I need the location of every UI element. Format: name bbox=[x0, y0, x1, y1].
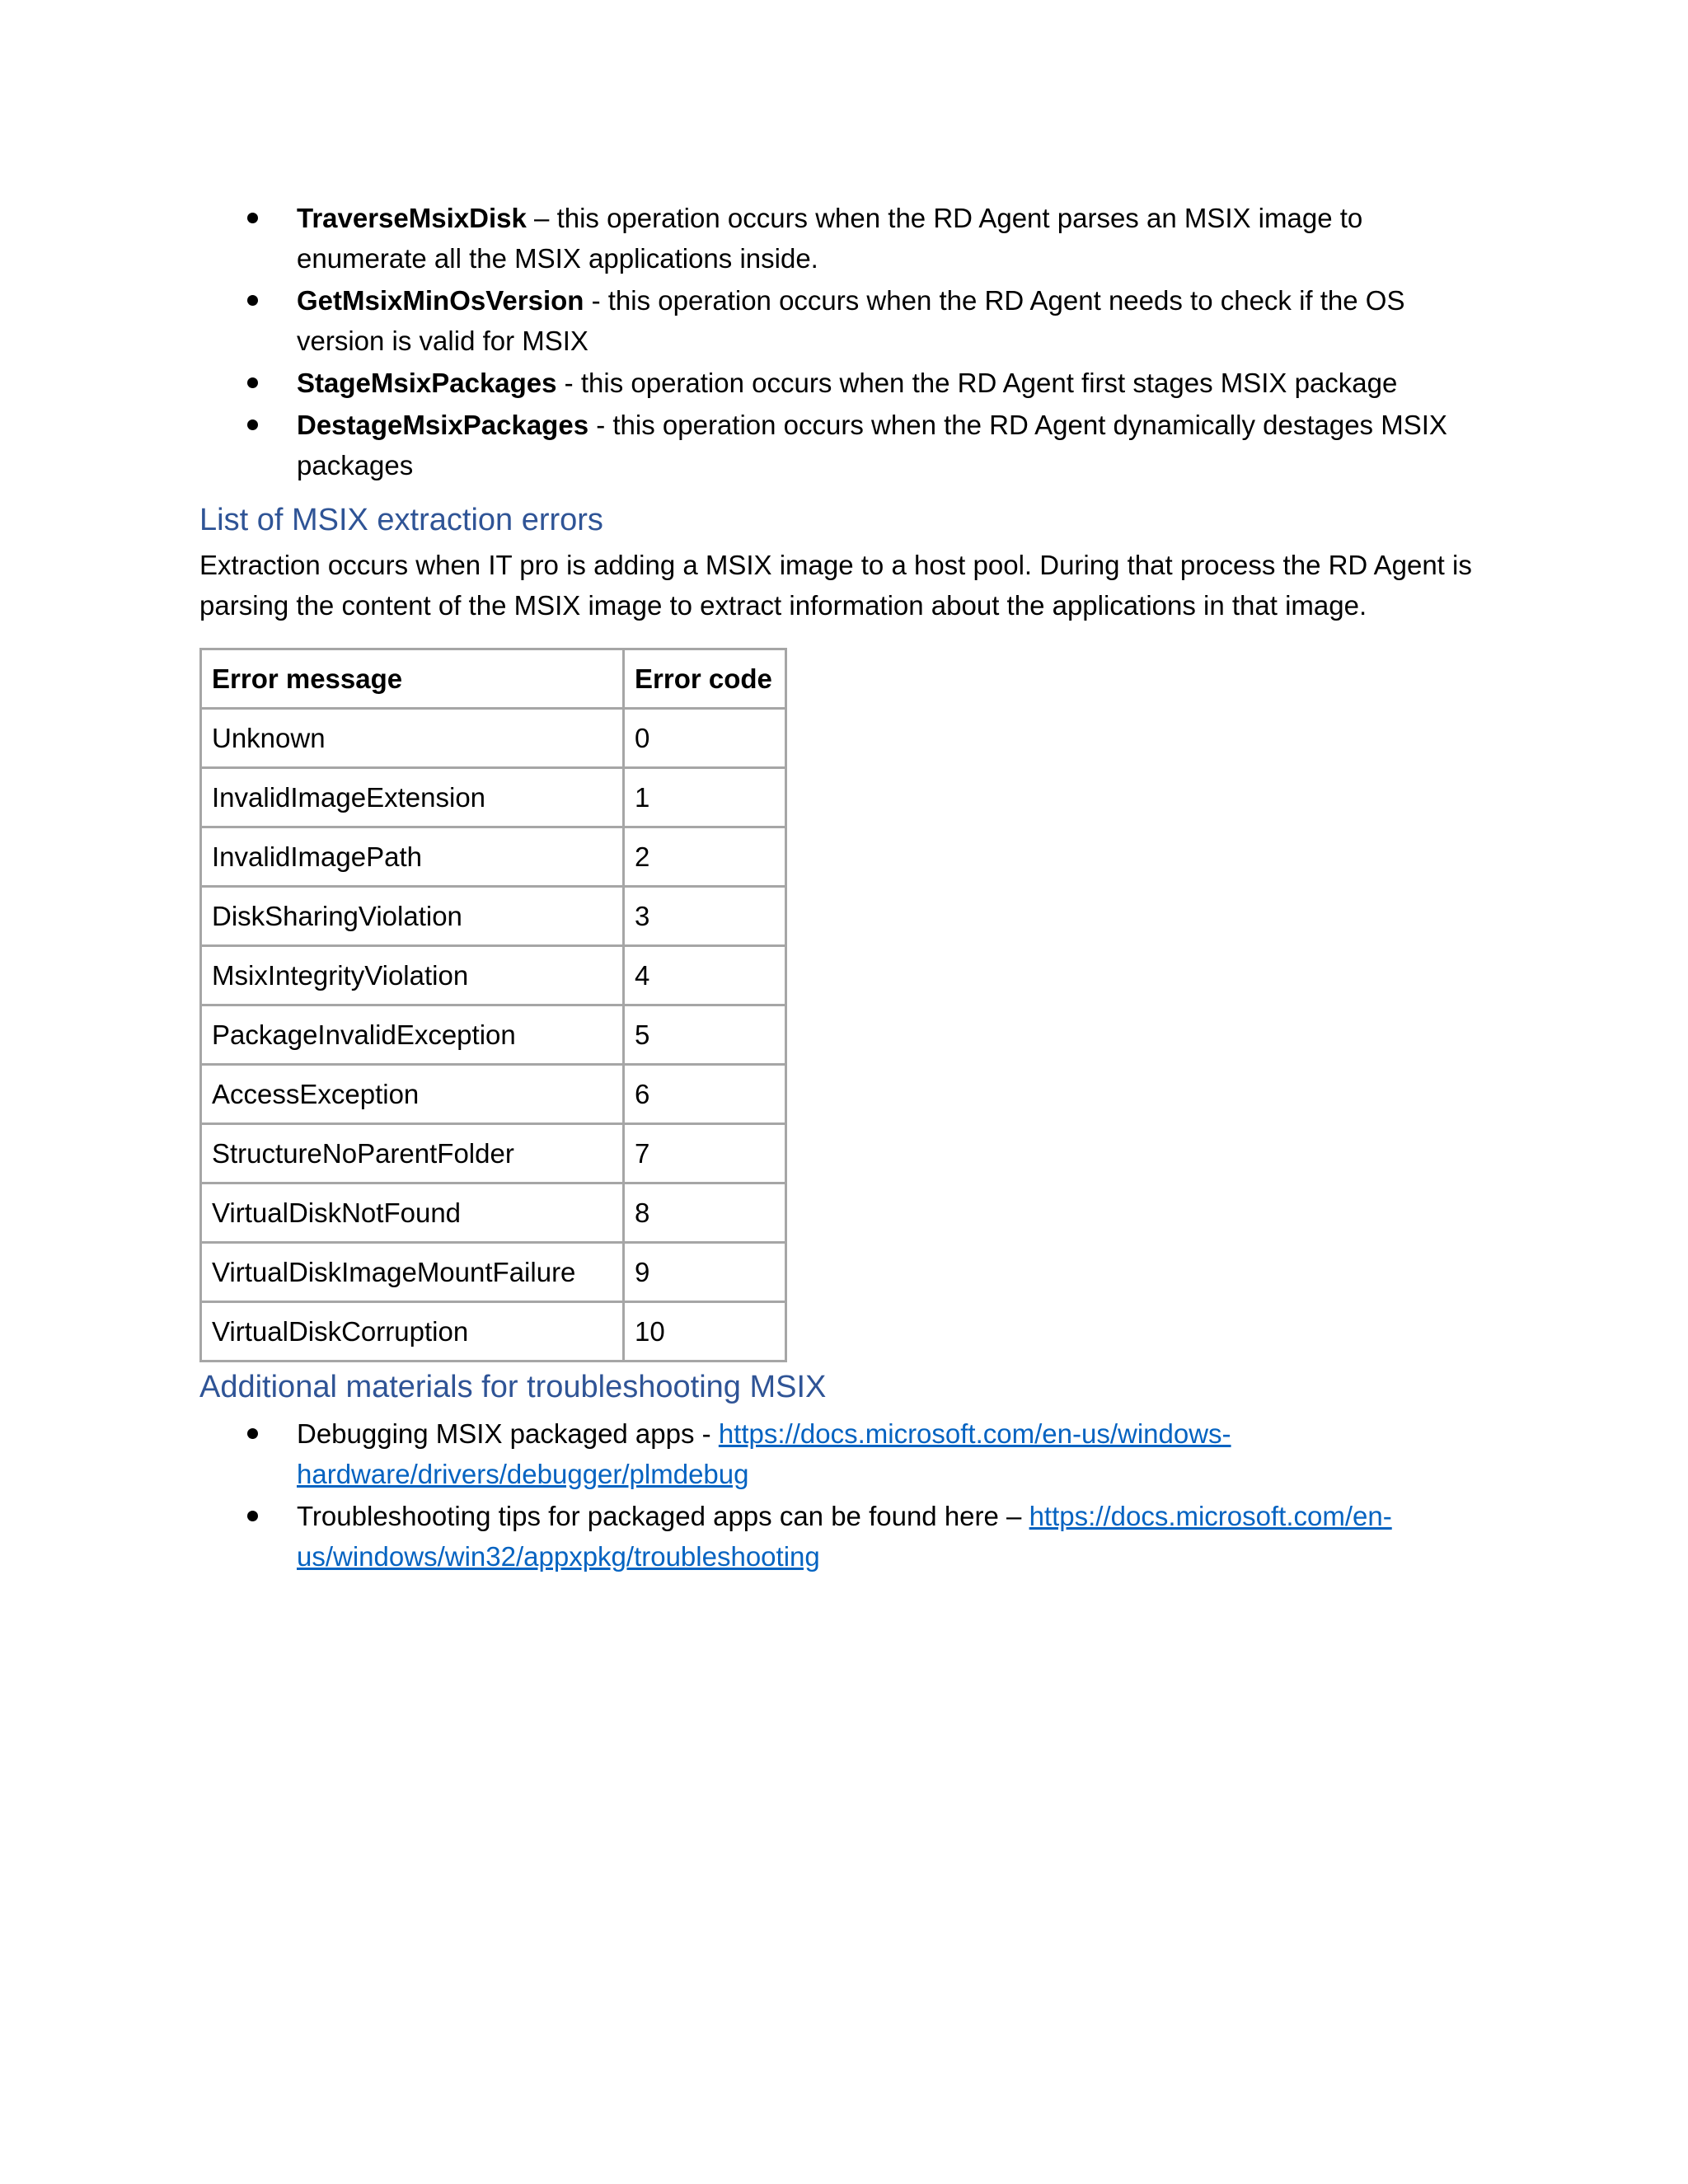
error-message-cell: VirtualDiskCorruption bbox=[201, 1302, 624, 1361]
list-item bbox=[199, 198, 1493, 279]
error-code-table bbox=[199, 648, 787, 1362]
error-message-cell: VirtualDiskNotFound bbox=[201, 1183, 624, 1243]
table-row bbox=[201, 1243, 786, 1302]
error-message-cell: Unknown bbox=[201, 709, 624, 768]
table-row bbox=[201, 709, 786, 768]
error-code-cell: 9 bbox=[624, 1243, 786, 1302]
operation-description: this operation occurs when the RD Agent dynamically destages MSIX packages bbox=[297, 410, 1447, 480]
material-text: Troubleshooting tips for packaged apps can be found here – bbox=[297, 1501, 1029, 1531]
operation-description: this operation occurs when the RD Agent needs to check if the OS version is valid for MSIX bbox=[297, 285, 1405, 356]
table-row bbox=[201, 1302, 786, 1361]
operation-name: StageMsixPackages bbox=[297, 368, 557, 398]
error-code-cell: 0 bbox=[624, 709, 786, 768]
error-message-cell: DiskSharingViolation bbox=[201, 887, 624, 946]
error-message-cell: MsixIntegrityViolation bbox=[201, 946, 624, 1005]
table-row bbox=[201, 946, 786, 1005]
list-item bbox=[199, 1496, 1493, 1577]
error-code-cell: 6 bbox=[624, 1065, 786, 1124]
error-message-cell: AccessException bbox=[201, 1065, 624, 1124]
material-text: Debugging MSIX packaged apps - bbox=[297, 1418, 719, 1449]
error-message-cell: VirtualDiskImageMountFailure bbox=[201, 1243, 624, 1302]
table-header-row bbox=[201, 649, 786, 709]
plmdebug-link[interactable]: https://docs.microsoft.com/en-us/windows-hardware/drivers/debugger/plmdebug bbox=[297, 1418, 1231, 1489]
bullet-icon bbox=[247, 1511, 258, 1521]
bullet-icon bbox=[247, 295, 258, 306]
operation-separator: - bbox=[588, 410, 613, 440]
bullet-icon bbox=[247, 377, 258, 388]
error-message-cell: InvalidImagePath bbox=[201, 827, 624, 887]
operation-separator: - bbox=[556, 368, 581, 398]
column-header-error-code: Error code bbox=[624, 649, 786, 709]
error-code-cell: 4 bbox=[624, 946, 786, 1005]
materials-list bbox=[199, 1413, 1493, 1577]
table-row bbox=[201, 1183, 786, 1243]
operation-description: this operation occurs when the RD Agent first stages MSIX package bbox=[580, 368, 1398, 398]
bullet-icon bbox=[247, 419, 258, 430]
table-row bbox=[201, 1005, 786, 1065]
list-item bbox=[199, 405, 1493, 485]
column-header-error-message: Error message bbox=[201, 649, 624, 709]
list-item bbox=[199, 1413, 1493, 1494]
operation-separator: – bbox=[526, 203, 557, 233]
error-code-cell: 2 bbox=[624, 827, 786, 887]
list-item bbox=[199, 363, 1493, 403]
error-code-cell: 7 bbox=[624, 1124, 786, 1183]
error-message-cell: PackageInvalidException bbox=[201, 1005, 624, 1065]
error-code-cell: 3 bbox=[624, 887, 786, 946]
bullet-icon bbox=[247, 213, 258, 223]
operation-separator: - bbox=[584, 285, 608, 316]
table-row bbox=[201, 1124, 786, 1183]
table-row bbox=[201, 768, 786, 827]
list-item bbox=[199, 280, 1493, 361]
operations-list bbox=[199, 198, 1493, 485]
table-row bbox=[201, 827, 786, 887]
additional-materials-heading: Additional materials for troubleshooting MSIX bbox=[199, 1370, 827, 1404]
operation-name: DestageMsixPackages bbox=[297, 410, 589, 440]
error-code-cell: 10 bbox=[624, 1302, 786, 1361]
error-message-cell: InvalidImageExtension bbox=[201, 768, 624, 827]
error-code-cell: 1 bbox=[624, 768, 786, 827]
operation-name: TraverseMsixDisk bbox=[297, 203, 527, 233]
extraction-errors-heading: List of MSIX extraction errors bbox=[199, 503, 603, 537]
table-row bbox=[201, 887, 786, 946]
error-message-cell: StructureNoParentFolder bbox=[201, 1124, 624, 1183]
bullet-icon bbox=[247, 1428, 258, 1439]
table-row bbox=[201, 1065, 786, 1124]
extraction-description: Extraction occurs when IT pro is adding a MSIX image to a host pool. During that process the RD Agent is parsing the content of the MSIX image to extract information about the applications in that image. bbox=[199, 550, 1472, 621]
error-code-cell: 5 bbox=[624, 1005, 786, 1065]
troubleshooting-link[interactable]: https://docs.microsoft.com/en-us/windows/win32/appxpkg/troubleshooting bbox=[297, 1501, 1392, 1572]
operation-name: GetMsixMinOsVersion bbox=[297, 285, 584, 316]
operation-description: this operation occurs when the RD Agent parses an MSIX image to enumerate all the MSIX applications inside. bbox=[297, 203, 1363, 274]
page-content bbox=[199, 198, 1493, 1578]
error-code-cell: 8 bbox=[624, 1183, 786, 1243]
